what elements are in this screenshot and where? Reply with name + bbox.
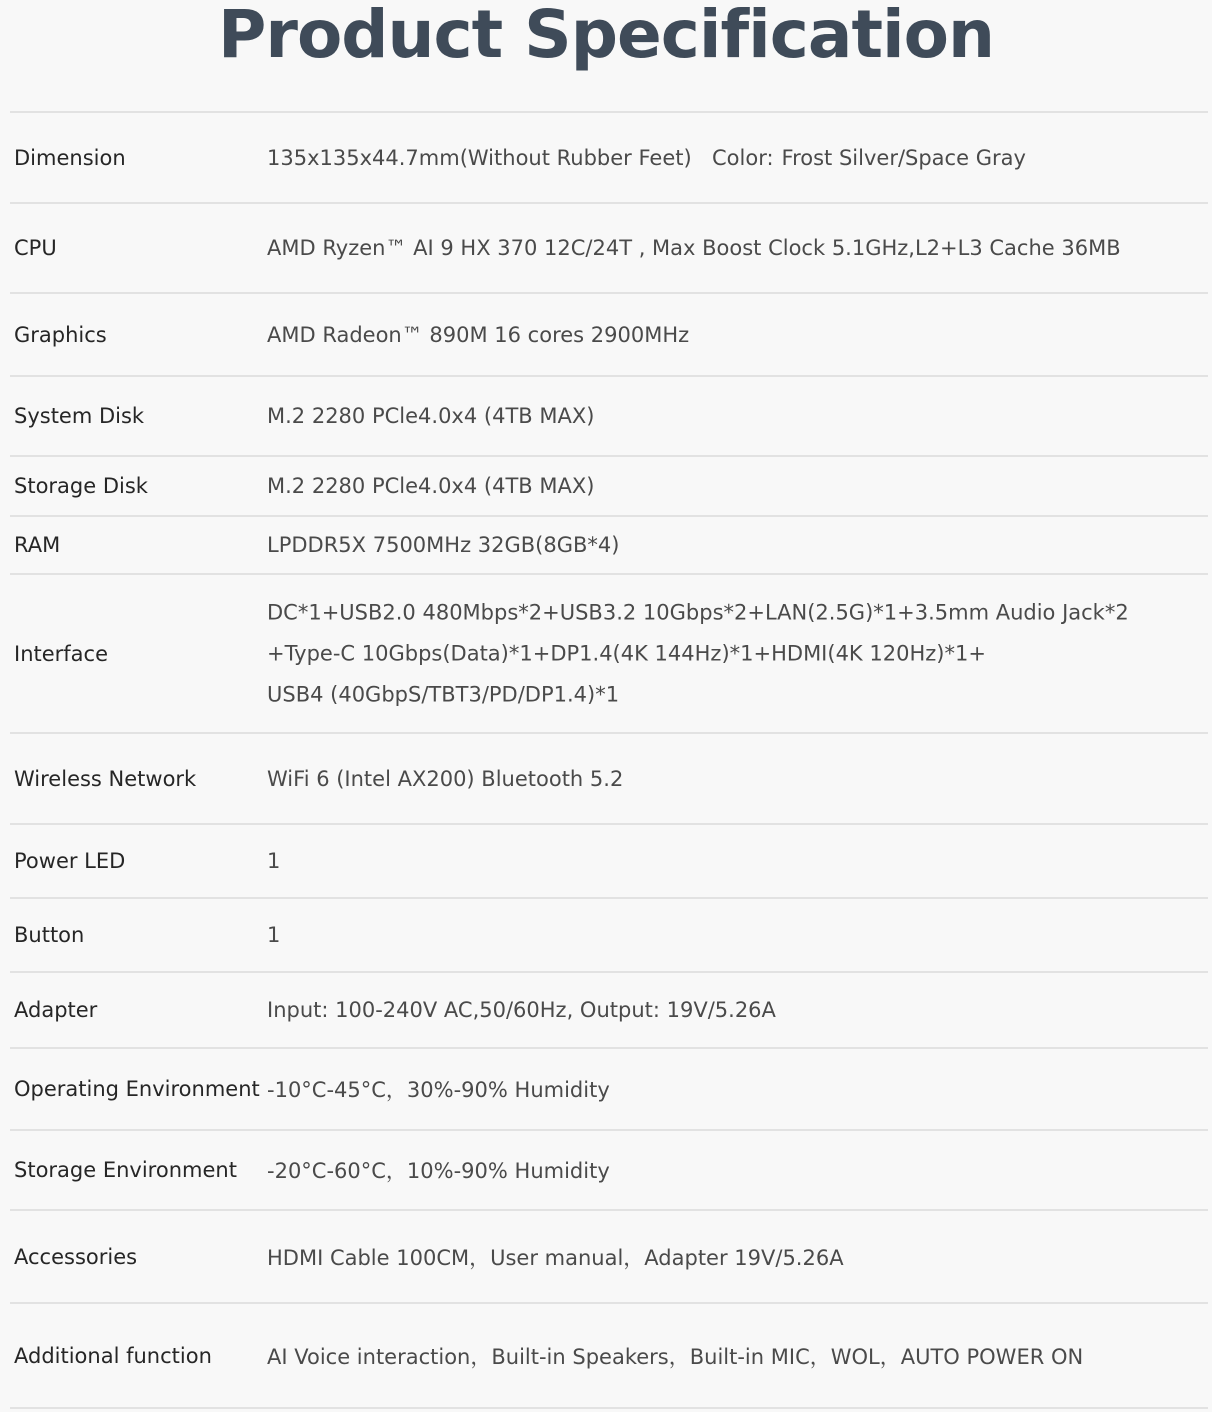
spec-row-storage-environment [10,1131,1208,1211]
spec-value: 135x135x44.7mm(Without Rubber Feet) [267,145,692,170]
spec-value: -10°C-45°C，30%-90% Humidity [267,1078,610,1102]
spec-label: Wireless Network [14,766,197,791]
spec-row-additional-function [10,1304,1208,1409]
spec-table [10,111,1208,1409]
spec-row-button [10,899,1208,973]
spec-value: 1 [267,849,281,873]
interface-line: USB4 (40GbpS/TBT3/PD/DP1.4)*1 [267,682,620,706]
spec-value: M.2 2280 PCle4.0x4 (4TB MAX) [267,404,595,428]
spec-value: 1 [267,923,281,947]
spec-label: Adapter [14,998,98,1022]
spec-label: RAM [14,533,61,557]
spec-row-system-disk [10,377,1208,457]
spec-label: Dimension [14,145,126,170]
spec-value: HDMI Cable 100CM，User manual，Adapter 19V/5.26A [267,1245,844,1270]
spec-label: Storage Disk [14,474,148,498]
page-title: Product Specification [218,0,994,73]
spec-row-wireless-network [10,734,1208,825]
spec-label: CPU [14,236,57,260]
spec-value [267,592,1129,715]
spec-label: System Disk [14,404,145,428]
spec-label: Button [14,923,85,947]
spec-label: Power LED [14,849,126,873]
spec-label: Additional function [14,1343,212,1368]
spec-label: Operating Environment [14,1077,260,1101]
spec-label: Storage Environment [14,1158,237,1182]
spec-value: Input: 100-240V AC,50/60Hz, Output: 19V/5.26A [267,998,776,1022]
spec-row-ram [10,517,1208,575]
spec-value: AMD Ryzen™ AI 9 HX 370 12C/24T , Max Boost Clock 5.1GHz,L2+L3 Cache 36MB [267,236,1121,260]
spec-row-adapter [10,973,1208,1049]
spec-row-storage-disk [10,457,1208,517]
spec-value: AI Voice interaction，Built-in Speakers，Built-in MIC，WOL，AUTO POWER ON [267,1344,1084,1369]
spec-row-graphics [10,294,1208,377]
spec-value: M.2 2280 PCle4.0x4 (4TB MAX) [267,474,595,498]
spec-value: -20°C-60°C，10%-90% Humidity [267,1159,610,1183]
spec-row-operating-environment [10,1049,1208,1131]
spec-row-power-led [10,825,1208,899]
spec-value: LPDDR5X 7500MHz 32GB(8GB*4) [267,533,620,557]
interface-line: +Type-C 10Gbps(Data)*1+DP1.4(4K 144Hz)*1+HDMI(4K 120Hz)*1+ [267,641,986,665]
spec-row-cpu [10,204,1208,294]
spec-row-accessories [10,1211,1208,1304]
spec-value: WiFi 6 (Intel AX200) Bluetooth 5.2 [267,766,624,791]
spec-label: Graphics [14,322,107,347]
color-label: Color: [712,145,774,170]
spec-label: Interface [14,641,109,666]
spec-row-interface [10,575,1208,734]
color-value: Frost Silver/Space Gray [781,145,1026,170]
spec-value: AMD Radeon™ 890M 16 cores 2900MHz [267,322,690,347]
spec-row-dimension [10,113,1208,204]
interface-line: DC*1+USB2.0 480Mbps*2+USB3.2 10Gbps*2+LAN(2.5G)*1+3.5mm Audio Jack*2 [267,600,1129,624]
spec-label: Accessories [14,1244,138,1269]
color-group [712,146,1026,170]
